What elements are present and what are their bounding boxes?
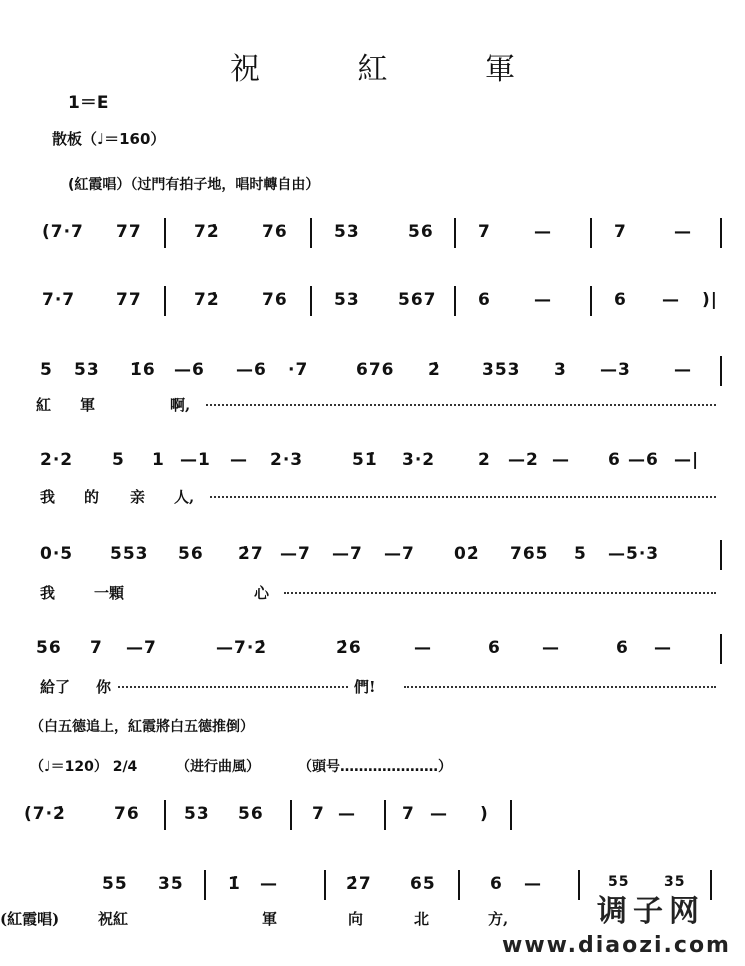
- note: 676: [356, 360, 395, 380]
- dash: —: [230, 450, 248, 470]
- song-title: 祝 紅 軍: [229, 52, 560, 87]
- barline: [720, 356, 722, 386]
- note: 5: [112, 450, 125, 470]
- note: 553: [110, 544, 149, 564]
- score-line-7: [24, 804, 724, 834]
- key-signature: 1＝E: [68, 93, 109, 113]
- note: 53: [74, 360, 100, 380]
- lyric: 給了: [40, 678, 71, 696]
- note: 2̇7: [346, 874, 372, 894]
- note: 6: [616, 638, 629, 658]
- note: 7: [614, 222, 627, 242]
- end-repeat: )|: [702, 290, 718, 310]
- note: 77: [116, 222, 142, 242]
- lyric: 人,: [174, 488, 195, 506]
- lyric-row-6: [34, 676, 724, 698]
- note: —7·2̇: [216, 638, 268, 658]
- note: 7·7: [42, 290, 76, 310]
- melisma-dots: [284, 592, 716, 594]
- dash: —: [338, 804, 356, 824]
- lyric-row-3: [34, 394, 724, 416]
- dash: —: [542, 638, 560, 658]
- note: 6: [478, 290, 491, 310]
- barline: [720, 634, 722, 664]
- note: —6: [628, 450, 659, 470]
- note: 7: [90, 638, 103, 658]
- note: 2: [478, 450, 491, 470]
- note: (7·2̇: [24, 804, 66, 824]
- note: 2̇7: [238, 544, 264, 564]
- note: 35: [664, 874, 686, 890]
- note: —3: [600, 360, 631, 380]
- dash: —: [260, 874, 278, 894]
- note: 76: [262, 290, 288, 310]
- barline: [164, 218, 166, 248]
- note: 56: [408, 222, 434, 242]
- note: —6: [236, 360, 267, 380]
- lyric: 軍: [262, 910, 278, 928]
- stage-direction: （白五德追上，紅霞將白五德推倒）: [30, 719, 254, 735]
- barline: [164, 800, 166, 830]
- note: 5: [574, 544, 587, 564]
- melisma-dots: [404, 686, 716, 688]
- note: 1: [152, 450, 165, 470]
- lyric: 你: [96, 678, 112, 696]
- barline: [454, 286, 456, 316]
- note: 56: [238, 804, 264, 824]
- score-line-2: [34, 290, 724, 320]
- barline: [324, 870, 326, 900]
- note: ·7: [288, 360, 309, 380]
- note: —5·3: [608, 544, 660, 564]
- note: 53: [184, 804, 210, 824]
- lyric: 方,: [488, 910, 509, 928]
- barline: [204, 870, 206, 900]
- lyric: 的: [84, 488, 100, 506]
- tempo-marking-2: （♩＝120） 2/4: [30, 759, 138, 775]
- lyric-row-5: [34, 582, 724, 604]
- note: 6: [490, 874, 503, 894]
- note: 6: [614, 290, 627, 310]
- lyric: 亲: [130, 488, 146, 506]
- note: 6: [488, 638, 501, 658]
- lyric: 啊,: [170, 396, 191, 414]
- barline: [590, 286, 592, 316]
- barline: [384, 800, 386, 830]
- note: 765: [510, 544, 549, 564]
- dash: —: [674, 360, 692, 380]
- score-line-1: [34, 222, 724, 252]
- barline: [578, 870, 580, 900]
- note: 2̇: [428, 360, 441, 380]
- dash: —: [552, 450, 570, 470]
- lyric: 我: [40, 488, 56, 506]
- score-line-4: [34, 450, 724, 480]
- note: 76: [262, 222, 288, 242]
- singer-label: (紅霞唱): [0, 910, 60, 928]
- note: (7·7: [42, 222, 84, 242]
- note: —7: [280, 544, 311, 564]
- note: 55: [608, 874, 630, 890]
- lyric: 紅: [36, 396, 52, 414]
- note: 02̇: [454, 544, 480, 564]
- score-line-5: [34, 544, 724, 574]
- note: 2·2: [40, 450, 74, 470]
- note: 65: [410, 874, 436, 894]
- performance-note: (紅霞唱）（过門有拍子地，唱时轉自由）: [68, 177, 320, 193]
- note: —|: [674, 450, 700, 470]
- note: 51̇: [352, 450, 378, 470]
- barline: [454, 218, 456, 248]
- lyric: 軍: [80, 396, 96, 414]
- note: 53: [334, 222, 360, 242]
- lyric: 們!: [354, 678, 376, 696]
- note: 0·5: [40, 544, 74, 564]
- note: 56: [36, 638, 62, 658]
- dash: —: [414, 638, 432, 658]
- note: —2: [508, 450, 539, 470]
- dash: —: [524, 874, 542, 894]
- barline: [310, 218, 312, 248]
- note: 35: [158, 874, 184, 894]
- melisma-dots: [206, 404, 716, 406]
- barline: [458, 870, 460, 900]
- watermark-url[interactable]: www.diaozi.com: [502, 933, 731, 958]
- note: 7: [312, 804, 325, 824]
- dash: —: [430, 804, 448, 824]
- note: 2̇6: [336, 638, 362, 658]
- note: 5: [40, 360, 53, 380]
- dash: —: [654, 638, 672, 658]
- barline: [164, 286, 166, 316]
- score-line-6: [34, 638, 724, 668]
- note: 76: [114, 804, 140, 824]
- note: 55: [102, 874, 128, 894]
- bugle-note: （頭号…………………）: [298, 759, 452, 775]
- note: —7: [126, 638, 157, 658]
- barline: [710, 870, 712, 900]
- note: —6: [174, 360, 205, 380]
- lyric: 北: [414, 910, 430, 928]
- lyric-row-4: [34, 486, 724, 508]
- barline: [290, 800, 292, 830]
- note: 6: [608, 450, 621, 470]
- dash: —: [674, 222, 692, 242]
- note: 2·3: [270, 450, 304, 470]
- note: 72̇: [194, 222, 220, 242]
- note: 1̇6: [130, 360, 156, 380]
- melisma-dots: [118, 686, 348, 688]
- note: 72̇: [194, 290, 220, 310]
- dash: —: [662, 290, 680, 310]
- note: 77: [116, 290, 142, 310]
- watermark-logo: 调子网: [597, 894, 705, 929]
- tempo-marking: 散板（♩＝160）: [52, 130, 166, 148]
- barline: [510, 800, 512, 830]
- barline: [720, 540, 722, 570]
- lyric: 向: [348, 910, 364, 928]
- dash: —: [534, 290, 552, 310]
- note: 53: [334, 290, 360, 310]
- note: —7: [384, 544, 415, 564]
- note: —1: [180, 450, 211, 470]
- note: 3: [554, 360, 567, 380]
- melisma-dots: [210, 496, 716, 498]
- score-line-3: [34, 360, 724, 390]
- note: 7: [402, 804, 415, 824]
- lyric: 我: [40, 584, 56, 602]
- note: 3·2: [402, 450, 436, 470]
- note: —7: [332, 544, 363, 564]
- lyric: 一顆: [94, 584, 125, 602]
- paren: ): [480, 804, 489, 824]
- dash: —: [534, 222, 552, 242]
- note: 1̇: [228, 874, 241, 894]
- note: 56: [178, 544, 204, 564]
- barline: [720, 218, 722, 248]
- note: 7: [478, 222, 491, 242]
- barline: [310, 286, 312, 316]
- lyric: 祝紅: [98, 910, 129, 928]
- note: 567: [398, 290, 437, 310]
- lyric: 心: [254, 584, 270, 602]
- style-note: （进行曲風）: [176, 759, 260, 775]
- barline: [590, 218, 592, 248]
- note: 353: [482, 360, 521, 380]
